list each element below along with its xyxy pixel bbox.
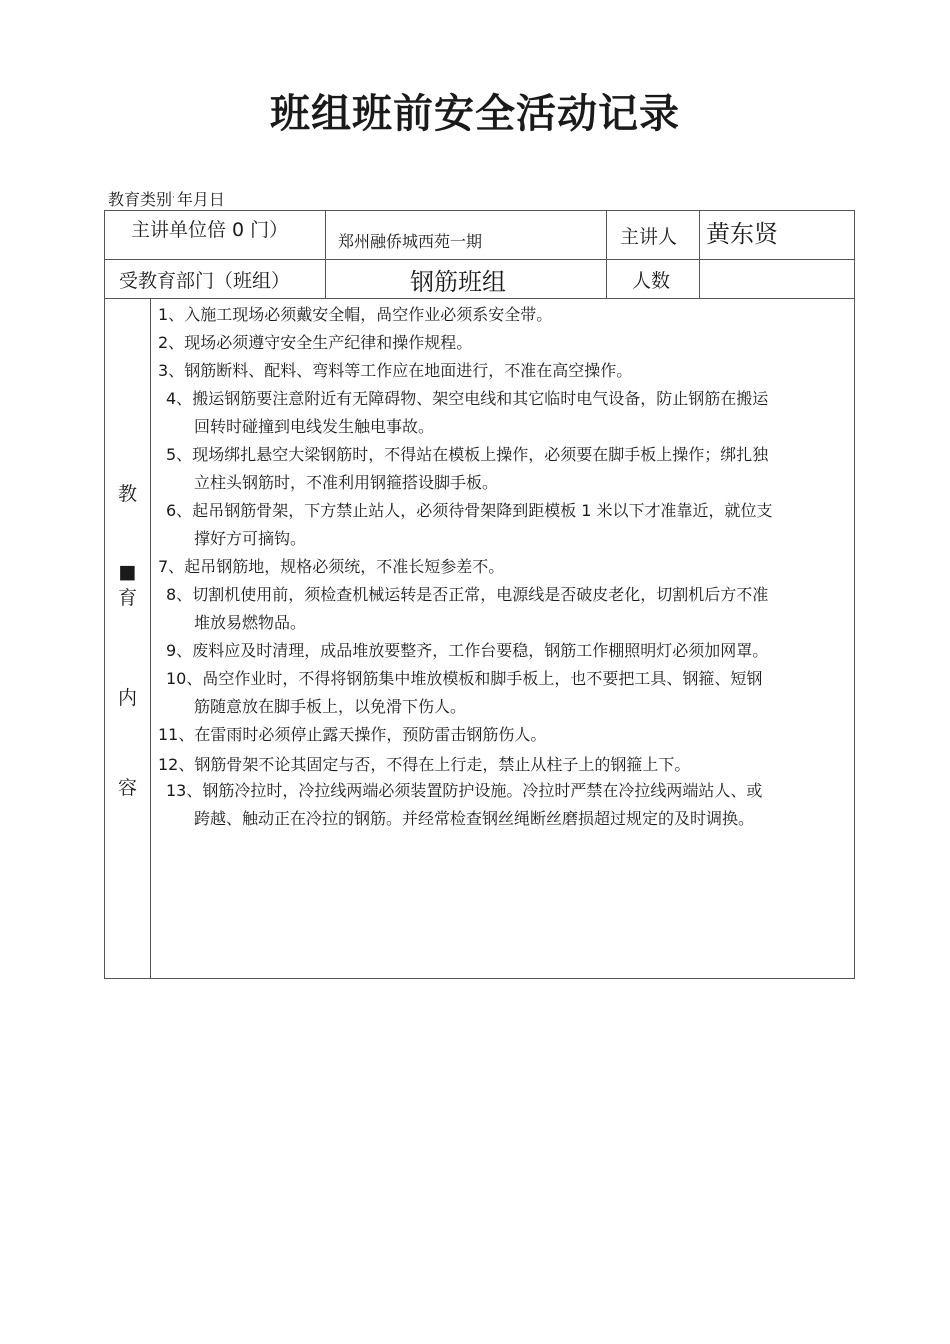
dept-label: 受教育部门（班组）	[119, 269, 291, 292]
meta-line	[108, 190, 225, 210]
item-text-continued: 立柱头钢筋时，不准利用钢箍搭设脚手板。	[194, 473, 499, 492]
speaker-value: 黄东贤	[706, 219, 778, 248]
speaker-label: 主讲人	[620, 225, 678, 248]
item-text-continued: 撑好方可摘钩。	[194, 529, 307, 548]
date-text: 年月日	[176, 190, 225, 209]
item-number: 5、	[166, 445, 193, 464]
list-item	[166, 637, 768, 665]
item-text: 咼空作业时，不得将钢筋集中堆放模板和脚手板上，也不要把工具、钢箍、短钢	[202, 669, 763, 688]
item-text: 切割机使用前，须检查机械运转是否正常，电源线是否破皮老化，切割机后方不准	[192, 585, 769, 604]
item-text: 钢筋骨架不论其固定与否，不得在上行走，禁止从柱子上的钢箍上下。	[194, 755, 691, 774]
list-item	[166, 497, 773, 553]
item-text: 起吊钢筋地，规格必须统，不准长短参差不。	[184, 557, 505, 576]
sidebar-char-3: 育	[117, 587, 137, 609]
item-text: 废料应及时清理，成品堆放要整齐，工作台要稳，钢筋工作棚照明灯必须加网罩。	[192, 641, 769, 660]
unit-value: 郑州融侨城西苑一期	[338, 231, 483, 251]
item-number: 7、	[158, 557, 185, 576]
col-divider-2	[606, 211, 607, 299]
list-item	[158, 553, 504, 581]
list-item	[158, 357, 632, 385]
item-text: 搬运钢筋要注意附近有无障碍物、架空电线和其它临时电气设备，防止钢筋在搬运	[192, 389, 769, 408]
item-number: 3、	[158, 361, 185, 380]
unit-label: 主讲单位倍 0 门）	[131, 218, 289, 241]
list-item	[158, 721, 546, 749]
count-label: 人数	[632, 269, 671, 292]
item-text-continued: 筋随意放在脚手板上，以免滑下伤人。	[194, 697, 467, 716]
item-text-continued: 堆放易燃物品。	[194, 613, 307, 632]
item-number: 6、	[166, 501, 193, 520]
item-text: 在雷雨时必须停止露天操作，预防雷击钢筋伤人。	[194, 725, 547, 744]
dept-value: 钢筋班组	[410, 267, 506, 296]
list-item	[166, 385, 768, 441]
item-number: 12、	[158, 755, 195, 774]
item-number: 4、	[166, 389, 193, 408]
item-number: 9、	[166, 641, 193, 660]
education-content	[152, 299, 852, 979]
item-text: 现场必须遵守安全生产纪律和操作规程。	[184, 333, 473, 352]
meta-mark: ·	[172, 193, 175, 203]
item-text: 起吊钢筋骨架，下方禁止站人，必须待骨架降到距模板 1 米以下才准靠近，就位支	[192, 501, 773, 520]
item-text: 入施工现场必须戴安全帽，咼空作业必须系安全带。	[184, 305, 553, 324]
item-text: 钢筋冷拉时，冷拉线两端必须装置防护设施。冷拉时严禁在冷拉线两端站人、或	[202, 781, 763, 800]
sidebar-char-5: 容	[117, 777, 137, 799]
list-item	[166, 441, 768, 497]
list-item	[166, 581, 768, 637]
item-number: 10、	[166, 669, 203, 688]
sidebar-char-4: 内	[117, 687, 137, 709]
list-item	[158, 301, 552, 329]
list-item	[158, 751, 690, 779]
count-value	[706, 260, 851, 298]
item-text-continued: 回转时碰撞到电线发生触电事故。	[194, 417, 435, 436]
activity-record-table	[104, 210, 855, 979]
sidebar-divider	[150, 299, 151, 979]
list-item	[166, 777, 762, 833]
sidebar-char-2: ■	[118, 561, 137, 583]
sidebar-char-1: 教	[117, 483, 137, 505]
item-number: 1、	[158, 305, 185, 324]
item-text: 现场绑扎悬空大梁钢筋时，不得站在模板上操作，必须要在脚手板上操作；绑扎独	[192, 445, 769, 464]
item-number: 8、	[166, 585, 193, 604]
education-content-label	[105, 299, 150, 979]
page-title: 班组班前安全活动记录	[270, 91, 680, 137]
item-number: 11、	[158, 725, 195, 744]
item-number: 13、	[166, 781, 203, 800]
list-item	[158, 329, 472, 357]
list-item	[166, 665, 762, 721]
item-number: 2、	[158, 333, 185, 352]
item-text: 钢筋断料、配料、弯料等工作应在地面进行，不准在高空操作。	[184, 361, 633, 380]
col-divider-3	[699, 211, 700, 299]
col-divider-1	[325, 211, 326, 299]
education-category-label: 教育类别	[108, 190, 173, 209]
item-text-continued: 跨越、触动正在冷拉的钢筋。并经常检查钢丝绳断丝磨损超过规定的及时调换。	[194, 809, 755, 828]
